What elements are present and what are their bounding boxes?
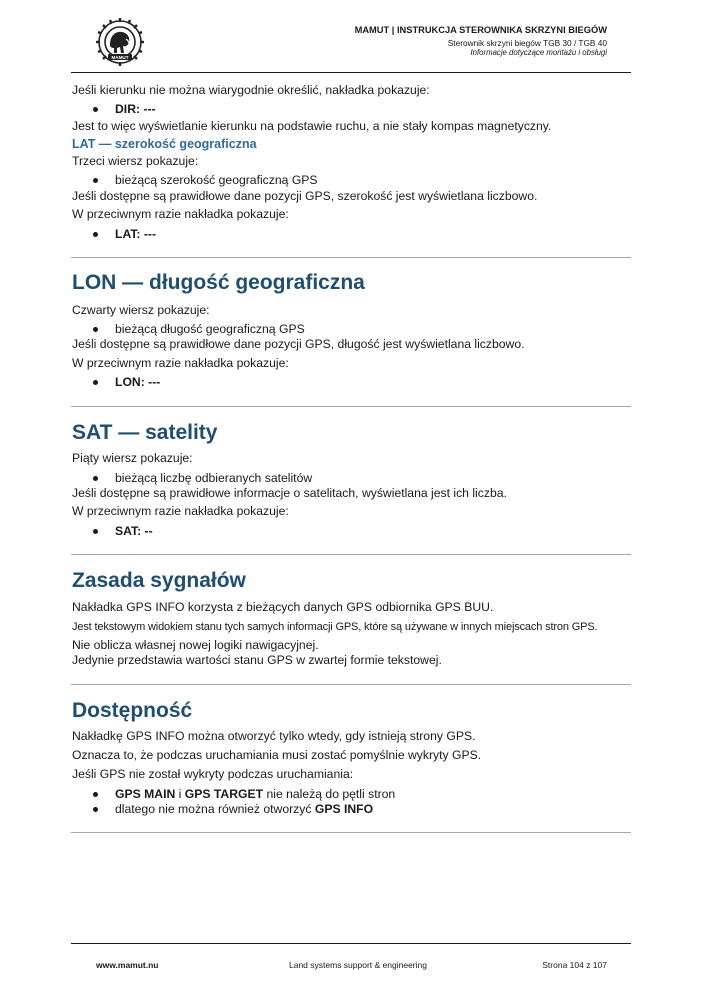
bullet-dot (93, 792, 98, 797)
footer-website[interactable]: www.mamut.nu (96, 960, 159, 970)
availability-heading: Dostępność (72, 699, 193, 722)
availability-p3: Jeśli GPS nie został wykryty podczas uruchamiania: (72, 767, 354, 781)
section-divider (71, 684, 631, 685)
lon-bullet: bieżącą długość geograficzną GPS (115, 322, 305, 336)
bullet-dot (93, 476, 98, 481)
section-divider (71, 257, 631, 258)
bullet-dot (93, 178, 98, 183)
lat-heading: LAT — szerokość geograficzna (72, 137, 257, 151)
bullet-dot (93, 380, 98, 385)
header-section: Informacje dotyczące montażu i obsługi (470, 48, 607, 57)
footer-divider (71, 943, 631, 944)
footer-tagline: Land systems support & engineering (289, 960, 427, 970)
header-title: MAMUT | INSTRUKCJA STEROWNIKA SKRZYNI BIEGÓW (354, 25, 607, 35)
header-subtitle: Sterownik skrzyni biegów TGB 30 / TGB 40 (447, 38, 607, 48)
signals-heading: Zasada sygnałów (72, 569, 246, 592)
svg-text:MAMUT: MAMUT (111, 54, 129, 60)
dir-note: Jest to więc wyświetlanie kierunku na podstawie ruchu, a nie stały kompas magnetyczny. (72, 119, 552, 133)
signals-p4: Jedynie przedstawia wartości stanu GPS w zwartej formie tekstowej. (72, 653, 442, 667)
bullet-dot (93, 232, 98, 237)
section-divider (71, 406, 631, 407)
lat-bullet: bieżącą szerokość geograficzną GPS (115, 173, 318, 187)
mamut-logo (95, 17, 145, 67)
sat-bullet: bieżącą liczbę odbieranych satelitów (115, 471, 313, 485)
bullet-dot (93, 107, 98, 112)
gps-info-label: GPS INFO (314, 802, 374, 816)
bullet-text: nie należą do pętli stron (263, 787, 396, 801)
signals-p3: Nie oblicza własnej nowej logiki nawigacyjnej. (72, 638, 319, 652)
lat-intro: Trzeci wiersz pokazuje: (72, 154, 199, 168)
section-divider (71, 832, 631, 833)
availability-p2: Oznacza to, że podczas uruchamiania musi zostać pomyślnie wykryty GPS. (72, 748, 482, 762)
lon-heading: LON — długość geograficzna (72, 271, 365, 294)
availability-bullet-2 (115, 802, 373, 817)
gps-target-label: GPS TARGET (184, 787, 264, 801)
sat-intro: Piąty wiersz pokazuje: (72, 451, 193, 465)
bullet-dot (93, 807, 98, 812)
section-divider (71, 554, 631, 555)
sat-valid: Jeśli dostępne są prawidłowe informacje o satelitach, wyświetlana jest ich liczba. (72, 486, 507, 500)
lat-fallback: LAT: --- (115, 227, 157, 241)
lat-otherwise: W przeciwnym razie nakładka pokazuje: (72, 207, 289, 221)
signals-p1: Nakładka GPS INFO korzysta z bieżących danych GPS odbiornika GPS BUU. (72, 600, 494, 614)
availability-p1: Nakładkę GPS INFO można otworzyć tylko wtedy, gdy istnieją strony GPS. (72, 729, 476, 743)
dir-intro: Jeśli kierunku nie można wiarygodnie określić, nakładka pokazuje: (72, 83, 430, 97)
footer-page-number: Strona 104 z 107 (542, 960, 607, 970)
lon-fallback: LON: --- (115, 375, 161, 389)
sat-heading: SAT — satelity (72, 421, 218, 444)
bullet-text: dlatego nie można również otworzyć (115, 802, 315, 816)
signals-p2: Jest tekstowym widokiem stanu tych samych informacji GPS, które są używane w innych miejscach stron GPS. (72, 621, 598, 633)
bullet-dot (93, 529, 98, 534)
sat-fallback: SAT: -- (115, 524, 153, 538)
sat-otherwise: W przeciwnym razie nakładka pokazuje: (72, 504, 289, 518)
bullet-dot (93, 327, 98, 332)
lon-intro: Czwarty wiersz pokazuje: (72, 303, 210, 317)
availability-bullet-1 (115, 787, 395, 802)
lon-valid: Jeśli dostępne są prawidłowe dane pozycji GPS, długość jest wyświetlana liczbowo. (72, 337, 525, 351)
lon-otherwise: W przeciwnym razie nakładka pokazuje: (72, 356, 289, 370)
dir-fallback: DIR: --- (115, 102, 156, 116)
lat-valid: Jeśli dostępne są prawidłowe dane pozycji GPS, szerokość jest wyświetlana liczbowo. (72, 189, 538, 203)
header-divider (71, 72, 631, 73)
gps-main-label: GPS MAIN (115, 787, 176, 801)
conjunction-text: i (175, 787, 185, 801)
